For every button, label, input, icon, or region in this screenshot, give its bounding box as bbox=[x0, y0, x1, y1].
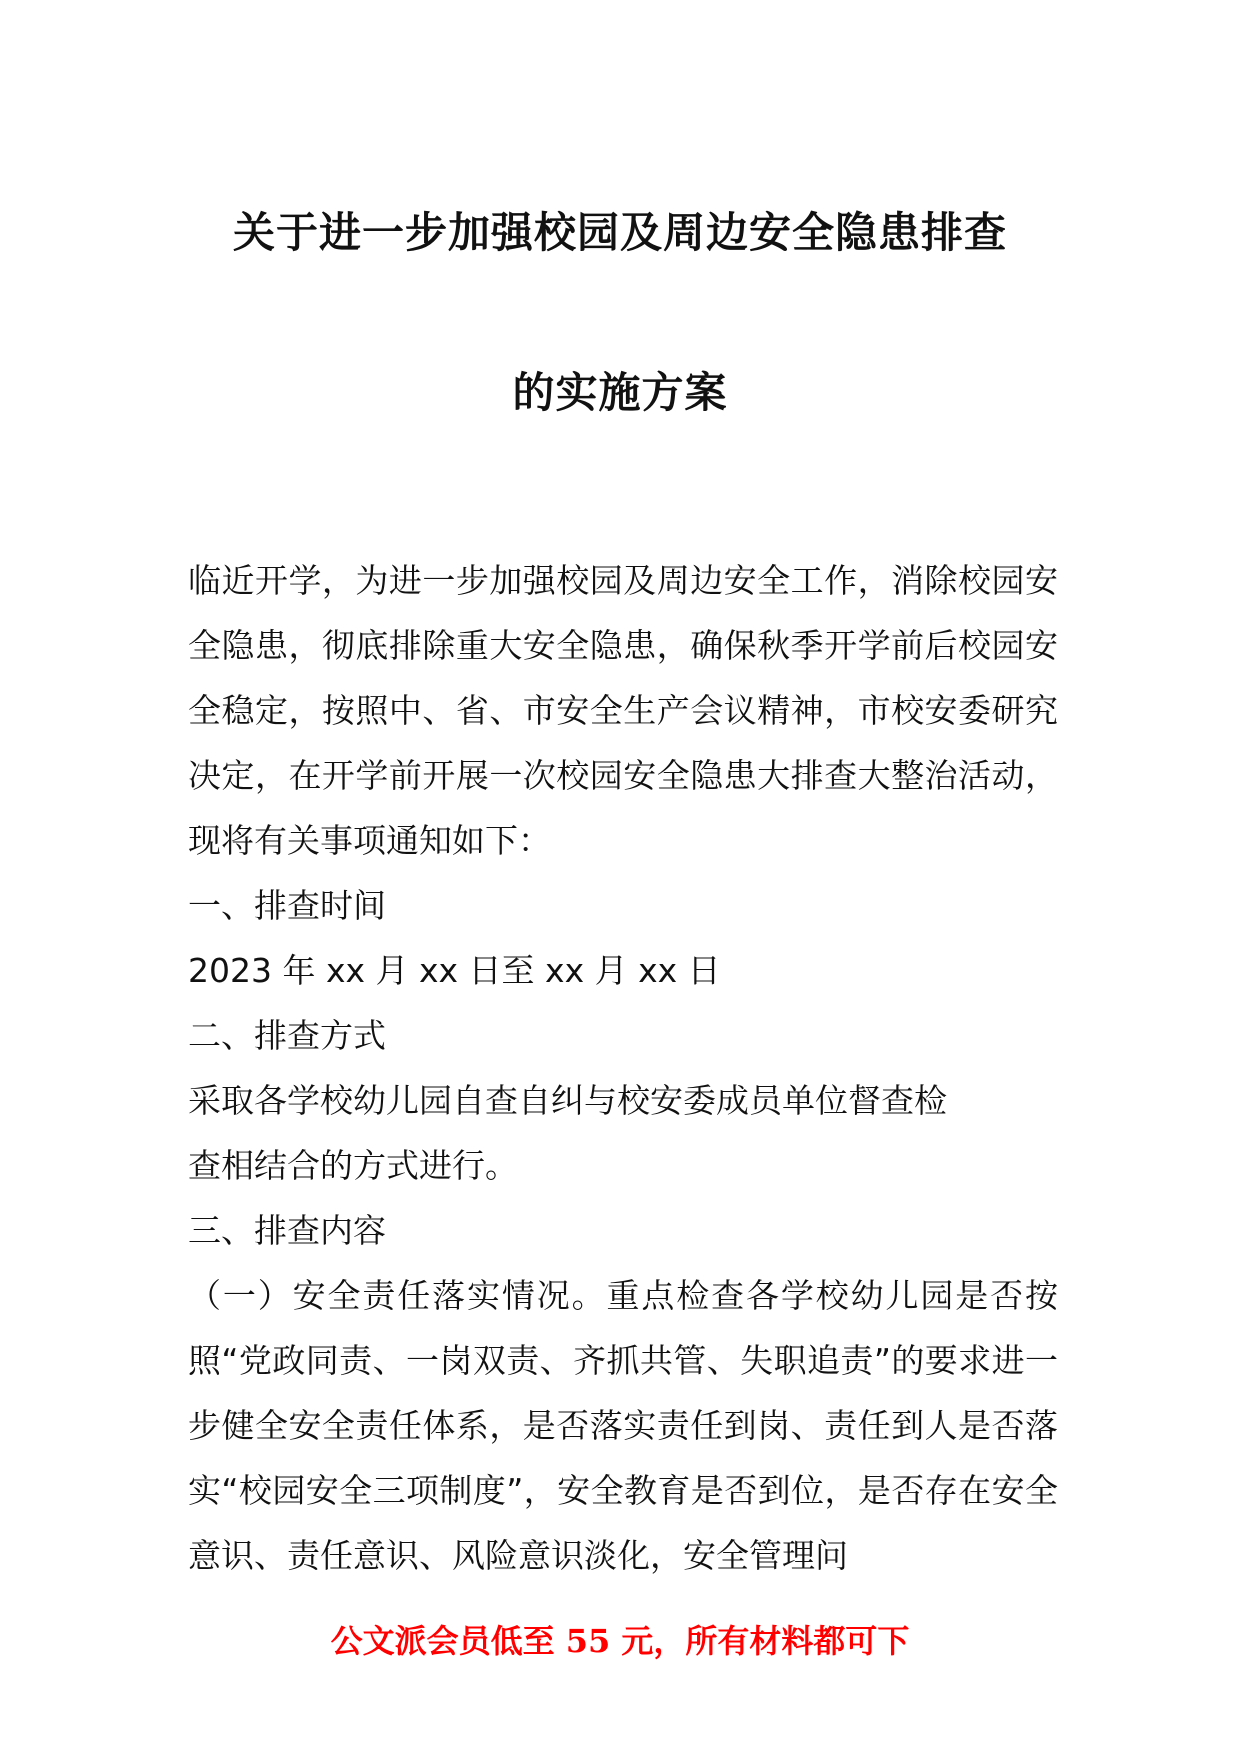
promo-banner: 公文派会员低至 55 元，所有材料都可下 bbox=[330, 1622, 910, 1660]
intro-paragraph: 临近开学，为进一步加强校园及周边安全工作，消除校园安全隐患，彻底排除重大安全隐患，确保秋季开学前后校园安全稳定，按照中、省、市安全生产会议精神，市校安委研究决定，在开学前开展一次校园安全隐患大排查大整治活动，现将有关事项通知如下： bbox=[188, 561, 1058, 860]
document-title-line1: 关于进一步加强校园及周边安全隐患排查 bbox=[232, 208, 1007, 257]
section1-heading: 一、排查时间 bbox=[188, 886, 386, 925]
section3-heading: 三、排查内容 bbox=[188, 1211, 386, 1250]
section1-text: 2023 年 xx 月 xx 日至 xx 月 xx 日 bbox=[188, 951, 721, 990]
document-title-line2: 的实施方案 bbox=[512, 368, 728, 417]
section2-text-line1: 采取各学校幼儿园自查自纠与校安委成员单位督查检 bbox=[188, 1081, 947, 1120]
document-body bbox=[188, 548, 1058, 1588]
section2-text-line2: 查相结合的方式进行。 bbox=[188, 1146, 518, 1185]
section2-heading: 二、排查方式 bbox=[188, 1016, 386, 1055]
section3-item1: （一）安全责任落实情况。重点检查各学校幼儿园是否按照“党政同责、一岗双责、齐抓共管、失职追责”的要求进一步健全安全责任体系，是否落实责任到岗、责任到人是否落实“校园安全三项制度”，安全教育是否到位，是否存在安全意识、责任意识、风险意识淡化，安全管理问 bbox=[188, 1276, 1058, 1575]
